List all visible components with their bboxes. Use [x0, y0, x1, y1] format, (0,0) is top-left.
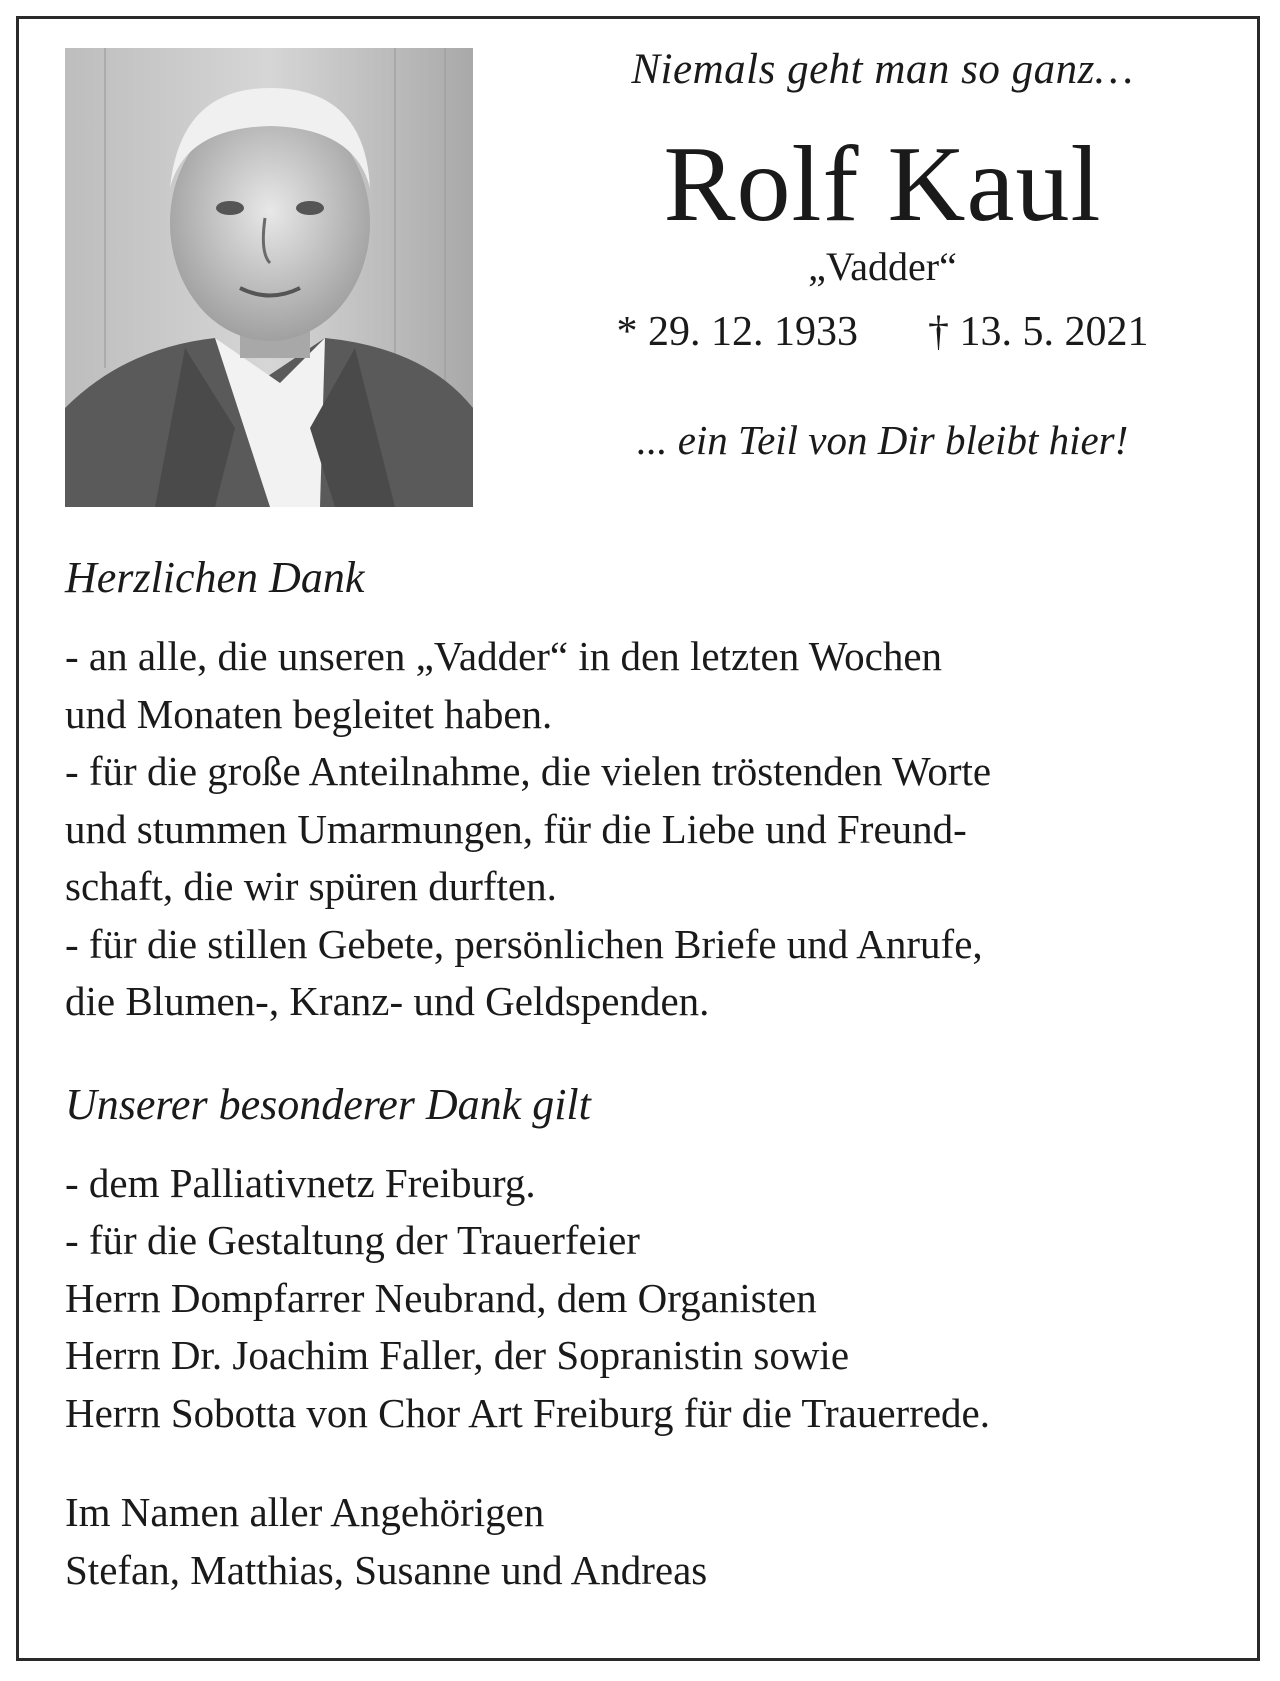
motto-bottom: ... ein Teil von Dir bleibt hier!	[636, 417, 1129, 463]
signature-names: Stefan, Matthias, Susanne und Andreas	[65, 1546, 708, 1593]
deceased-name: Rolf Kaul	[663, 125, 1102, 244]
special-thanks-heading: Unserer besonderer Dank gilt	[65, 1079, 591, 1129]
list-item-line: - für die große Anteilnahme, die vielen tröstenden Worte	[65, 748, 992, 794]
list-item-line: und Monaten begleitet haben.	[65, 690, 553, 737]
list-item	[65, 916, 1245, 1031]
signature-line: Im Namen aller Angehörigen	[65, 1489, 545, 1535]
portrait-photo-icon	[65, 48, 473, 507]
list-item	[65, 1212, 1245, 1442]
list-item-line: Herrn Dompfarrer Neubrand, dem Organisten	[65, 1274, 817, 1321]
motto-top: Niemals geht man so ganz…	[631, 46, 1134, 93]
death-date: † 13. 5. 2021	[928, 309, 1149, 355]
signature	[65, 1484, 1245, 1599]
list-item	[65, 1155, 1245, 1213]
header-block	[545, 40, 1220, 468]
special-thanks-list	[65, 1155, 1245, 1443]
list-item-line: - für die Gestaltung der Trauerfeier	[65, 1217, 640, 1263]
list-item-line: Herrn Sobotta von Chor Art Freiburg für die Trauerrede.	[65, 1389, 991, 1436]
birth-date: * 29. 12. 1933	[616, 309, 858, 355]
list-item-line: Herrn Dr. Joachim Faller, der Sopranistin sowie	[65, 1332, 850, 1378]
list-item-line: - an alle, die unseren „Vadder“ in den letzten Wochen	[65, 633, 943, 679]
nickname: „Vadder“	[808, 244, 957, 289]
list-item	[65, 743, 1245, 916]
thanks-list	[65, 628, 1245, 1031]
list-item-line: - dem Palliativnetz Freiburg.	[65, 1159, 536, 1206]
life-dates	[545, 304, 1220, 360]
list-item-line: die Blumen-, Kranz- und Geldspenden.	[65, 978, 710, 1024]
list-item-line: - für die stillen Gebete, persönlichen Briefe und Anrufe,	[65, 920, 983, 967]
list-item-line: schaft, die wir spüren durften.	[65, 863, 557, 909]
list-item-line: und stummen Umarmungen, für die Liebe und Freund-	[65, 805, 967, 852]
thanks-text	[65, 548, 1245, 1599]
thanks-heading: Herzlichen Dank	[65, 553, 365, 602]
portrait-photo	[65, 48, 473, 507]
list-item	[65, 628, 1245, 743]
